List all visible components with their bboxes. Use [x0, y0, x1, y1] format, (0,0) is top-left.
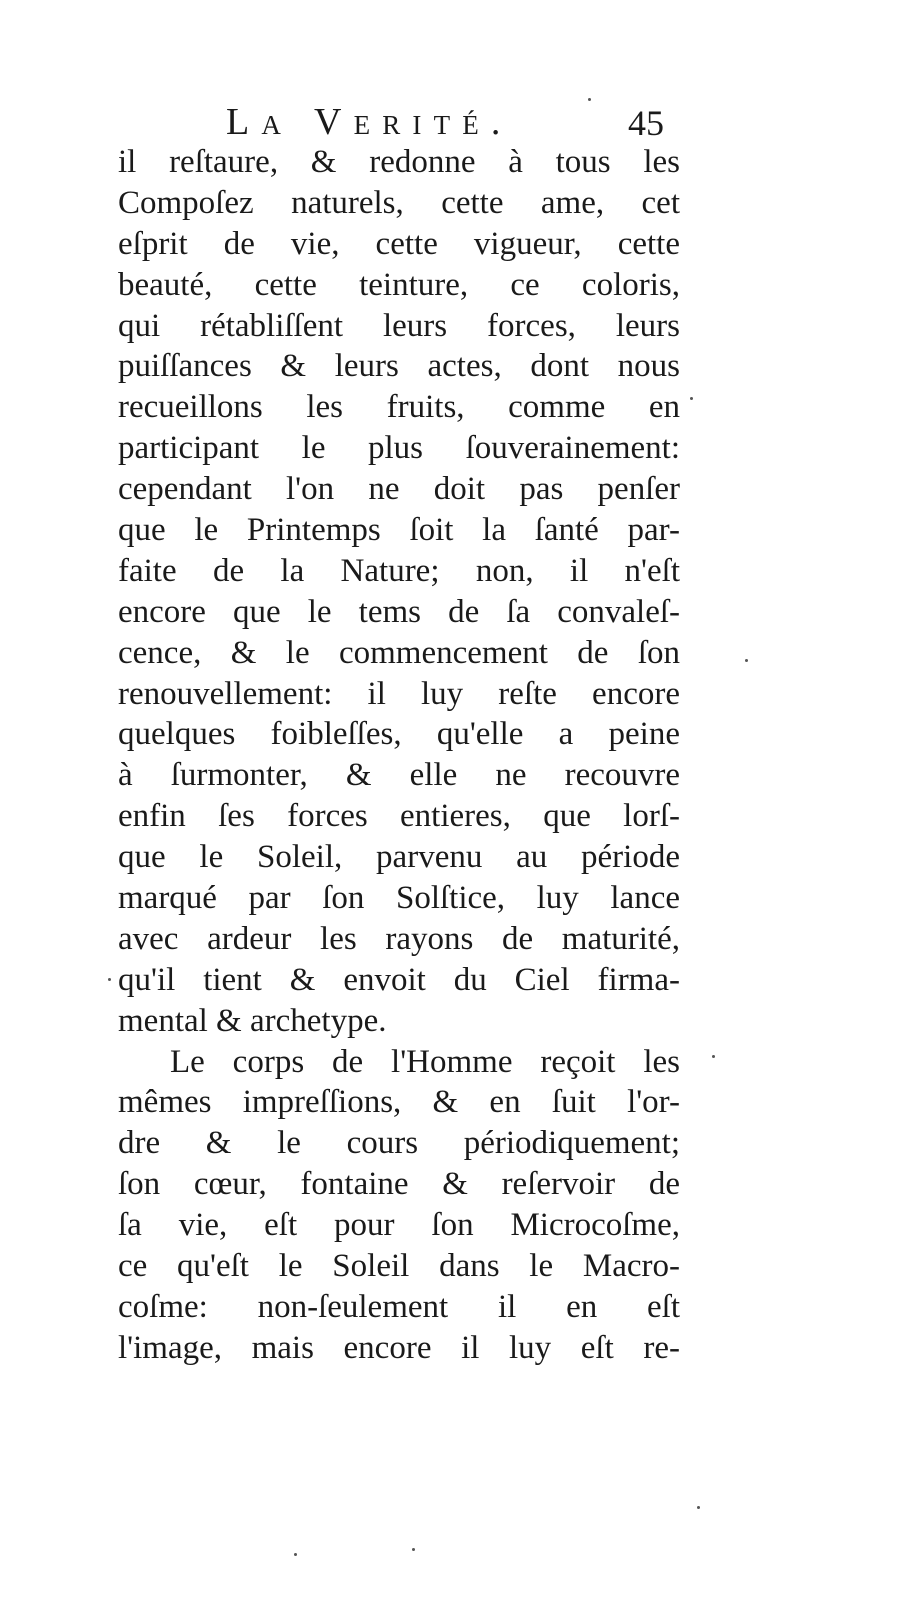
text-line: encore que le tems de ſa convaleſ- — [118, 593, 680, 630]
text-line: ce qu'eſt le Soleil dans le Macro- — [118, 1248, 680, 1285]
ink-speck — [294, 1553, 297, 1556]
text-line: marqué par ſon Solſtice, luy lance — [118, 880, 680, 917]
ink-speck — [412, 1548, 415, 1551]
ink-speck — [745, 659, 748, 662]
text-line: eſprit de vie, cette vigueur, cette — [118, 225, 680, 262]
body-text — [118, 142, 680, 1369]
text-line: l'image, mais encore il luy eſt re- — [118, 1329, 680, 1366]
text-line: faite de la Nature; non, il n'eſt — [118, 552, 680, 589]
ink-speck — [588, 98, 591, 101]
text-line: Compoſez naturels, cette ame, cet — [118, 184, 680, 221]
text-line: quelques foibleſſes, qu'elle a peine — [118, 716, 680, 753]
text-line: ſa vie, eſt pour ſon Microcoſme, — [118, 1207, 680, 1244]
text-line: renouvellement: il luy reſte encore — [118, 675, 680, 712]
text-line: il reſtaure, & redonne à tous les — [118, 144, 680, 180]
text-line: cependant l'on ne doit pas penſer — [118, 471, 680, 508]
text-line: participant le plus ſouverainement: — [118, 430, 680, 467]
text-line: mêmes impreſſions, & en ſuit l'or- — [118, 1084, 680, 1121]
text-line: que le Printemps ſoit la ſanté par- — [118, 512, 680, 549]
text-line: qui rétabliſſent leurs forces, leurs — [118, 307, 680, 344]
running-title: La Verité. — [226, 101, 513, 143]
text-line: qu'il tient & envoit du Ciel firma- — [118, 961, 680, 998]
text-line: cence, & le commencement de ſon — [118, 634, 680, 671]
text-line: que le Soleil, parvenu au période — [118, 839, 680, 876]
text-line: ſon cœur, fontaine & reſervoir de — [118, 1166, 680, 1203]
text-line: coſme: non-ſeulement il en eſt — [118, 1288, 680, 1325]
ink-speck — [697, 1506, 700, 1509]
text-line: à ſurmonter, & elle ne recouvre — [118, 757, 680, 794]
paragraph-end-line: mental & archetype. — [118, 1002, 387, 1039]
text-line: beauté, cette teinture, ce coloris, — [118, 266, 680, 303]
text-line: avec ardeur les rayons de maturité, — [118, 920, 680, 957]
page-number: 45 — [628, 103, 664, 143]
ink-speck — [690, 397, 693, 400]
ink-speck — [108, 978, 111, 981]
ink-speck — [712, 1055, 715, 1058]
text-line: recueillons les fruits, comme en — [118, 389, 680, 426]
text-line: enfin ſes forces entieres, que lorſ- — [118, 798, 680, 835]
paragraph-start-line: Le corps de l'Homme reçoit les — [170, 1043, 680, 1080]
text-line: puiſſances & leurs actes, dont nous — [118, 348, 680, 385]
text-line: dre & le cours périodiquement; — [118, 1125, 680, 1162]
